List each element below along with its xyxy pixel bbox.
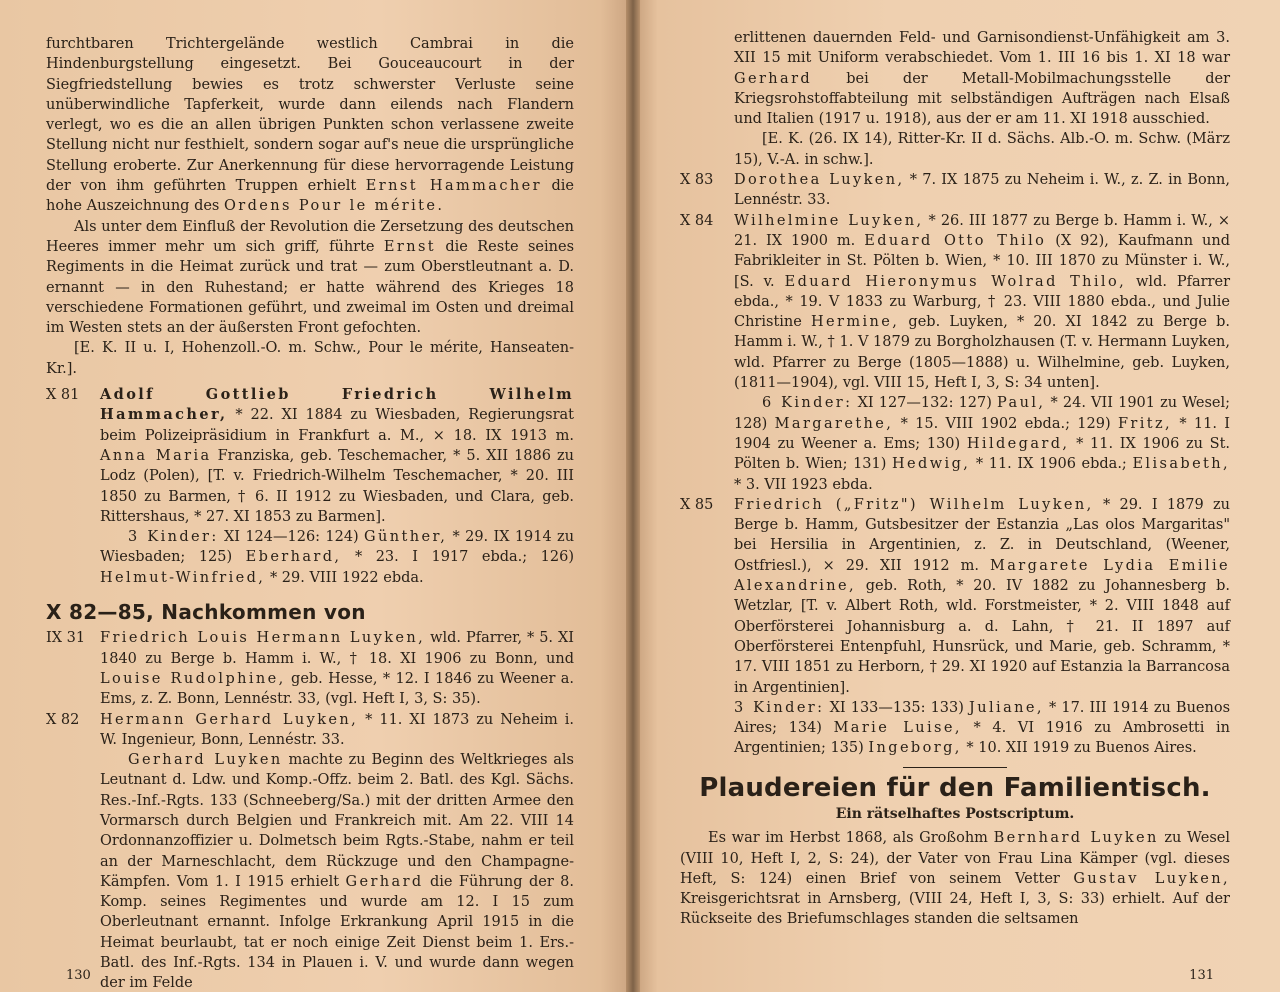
children-list: 3 Kinder: XI 124—126: 124) Günther, * 29. IX 1914 zu Wiesbaden; 125) Eberhard, * 23. I 1917 ebda.; 126) Helmut-Winfried, * 29. VIII 1922 ebda. [100,529,575,586]
decorations-note: [E. K. II u. I, Hohenzoll.-O. m. Schw., Pour le mérite, Hanseaten-Kr.]. [46,340,574,377]
entry-text: Friedrich Louis Hermann Luyken, wld. Pfarrer, * 5. XI 1840 zu Berge b. Hamm i. W., † 18. XI 1906 zu Bonn, und Louise Rudolphine, geb. Hesse, * 12. I 1846 zu Weener a. Ems, z. Z. Bonn, Lennéstr. 33, (vgl. Heft I, 3, S: 35). [100,630,575,708]
divider [903,767,1007,768]
genealogy-entry-x83: X 83 Dorothea Luyken, * 7. IX 1875 zu Neheim i. W., z. Z. in Bonn, Lennéstr. 33. [680,170,1230,211]
person-name: Ernst [383,238,437,255]
feature-title: Plaudereien für den Familientisch. [699,772,1211,803]
feature-subtitle: Ein rätselhaftes Postscriptum. [835,805,1075,822]
genealogy-entry-ix31 [46,628,574,709]
page-left [0,0,632,992]
person-name: Ernst Hammacher [365,178,542,195]
genealogy-entry-x81 [46,385,574,588]
children-list: 6 Kinder: XI 127—132: 127) Paul, * 24. VII 1901 zu Wesel; 128) Margarethe, * 15. VIII 1902 ebda.; 129) Fritz, * 11. I 1904 zu Weener a. Ems; 130) Hildegard, * 11. IX 1906 zu St. Pölten b. Wien; 131) Hedwig, * 11. IX 1906 ebda.; Elisabeth, * 3. VII 1923 ebda. [734,395,1231,493]
entry-text: Adolf Gottlieb Friedrich Wilhelm Hammacher, * 22. XI 1884 zu Wiesbaden, Regierungsrat beim Polizeipräsidium in Frankfurt a. M., × 18. IX 1913 m. Anna Maria Franziska, geb. Teschemacher, * 5. XII 1886 zu Lodz (Polen), [T. v. Friedrich-Wilhelm Teschemacher, * 20. III 1850 zu Barmen, † 6. II 1912 zu Wiesbaden, und Clara, geb. Rittershaus, * 27. XI 1853 zu Barmen]. [100,386,574,525]
entry-number: IX 31 [46,630,86,647]
person-name: Adolf Gottlieb Friedrich Wilhelm Hammacher, [100,386,574,424]
person-name: Dorothea Luyken, [734,172,905,189]
page-right [632,0,1280,992]
page-number: 131 [1189,967,1214,983]
genealogy-entry-x84: X 84 Wilhelmine Luyken, * 26. III 1877 zu Berge b. Hamm i. W., × 21. IX 1900 m. Eduard Otto Thilo (X 92), Kaufmann und Fabrikleiter in St. Pölten b. Wien, * 10. III 1870 zu Münster i. W., [S. v. Eduard Hieronymus Wolrad Thilo, wld. Pfarrer ebda., * 19. V 1833 zu Warburg, † 23. VIII 1880 ebda., und Julie Christine Hermine, geb. Luyken, * 20. XI 1842 zu Berge b. Hamm i. W., † 1. V 1879 zu Borgholzhausen (T. v. Hermann Luyken, wld. Pfarrer zu Berge (1805—1888) u. Wilhelmine, geb. Luyken, (1811—1904), vgl. VIII 15, Heft I, 3, S: 34 unten]. 6 Kinder: XI 127—132: 127) Paul, * 24. VII 1901 zu Wesel; 128) Margarethe, * 15. VIII 1902 ebda.; 129) Fritz, * 11. I 1904 zu Weener a. Ems; 130) Hildegard, * 11. IX 1906 zu St. Pölten b. Wien; 131) Hedwig, * 11. IX 1906 ebda.; Elisabeth, * 3. VII 1923 ebda. [680,211,1230,495]
feature-paragraph: Es war im Herbst 1868, als Großohm Bernhard Luyken zu Wesel (VIII 10, Heft I, 2, S: 24), der Vater von Frau Lina Kämper (vgl. dieses Heft, S: 124) einen Brief von seinem Vetter Gustav Luyken, Kreisgerichtsrat in Arnsberg, (VIII 24, Heft I, 3, S: 33) erhielt. Auf der Rückseite des Briefumschlages standen die seltsamen [680,830,1230,928]
children-list: 3 Kinder: XI 133—135: 133) Juliane, * 17. III 1914 zu Buenos Aires; 134) Marie Luise, * 4. VI 1916 zu Ambrosetti in Argentinien; 135) Ingeborg, * 10. XII 1919 zu Buenos Aires. [734,699,1231,757]
book-gutter [626,0,640,992]
spouse-name: Louise Rudolphine, [100,670,286,687]
person-name: Friedrich Louis Hermann Luyken, [100,630,426,647]
entry-text: Hermann Gerhard Luyken, * 11. XI 1873 zu Neheim i. W. Ingenieur, Bonn, Lennéstr. 33. [100,711,575,748]
genealogy-entry-x82 [46,710,574,992]
paragraph: Als unter dem Einfluß der Revolution die Zersetzung des deutschen Heeres immer mehr um sich griff, führte Ernst die Reste seines Regiments in die Heimat zurück und trat — zum Oberstleutnant a. D. ernannt — in den Ruhestand; er hatte während des Krieges 18 verschiedene Formationen geführt, und zweimal im Osten und dreimal im Westen stets an der äußersten Front gefochten. [46,218,575,337]
section-heading: X 82—85, Nachkommen von [46,600,366,625]
person-name: Friedrich („Fritz") Wilhelm Luyken, [734,496,1094,513]
order-name: Ordens Pour le mérite. [224,198,445,215]
person-name: Hermann Gerhard Luyken, [100,711,359,728]
paragraph: erlittenen dauernden Feld- und Garnisondienst-Unfähigkeit am 3. XII 15 mit Uniform verabschiedet. Vom 1. III 16 bis 1. XI 18 war Gerhard bei der Metall-Mobilmachungsstelle der Kriegsrohstoffabteilung mit selbständigen Aufträgen nach Elsaß und Italien (1917 u. 1918), aus der er am 11. XI 1918 ausschied. [734,30,1231,128]
entry-number: X 81 [46,387,80,404]
genealogy-entry-x85: X 85 Friedrich („Fritz") Wilhelm Luyken, * 29. I 1879 zu Berge b. Hamm, Gutsbesitzer der Estanzia „Las olos Margaritas" bei Hersilia in Argentinien, z. Z. in Deutschland, (Weener, Ostfriesl.), × 29. XII 1912 m. Margarete Lydia Emilie Alexandrine, geb. Roth, * 20. IV 1882 zu Johannesberg b. Wetzlar, [T. v. Albert Roth, wld. Forstmeister, * 2. VIII 1848 auf Oberförsterei Johannisburg a. d. Lahn, † 21. II 1897 auf Oberförsterei Entenpfuhl, Hunsrück, und Marie, geb. Schramm, * 17. VIII 1851 zu Herborn, † 29. XI 1920 auf Estanzia la Barrancosa in Argentinien]. 3 Kinder: XI 133—135: 133) Juliane, * 17. III 1914 zu Buenos Aires; 134) Marie Luise, * 4. VI 1916 zu Ambrosetti in Argentinien; 135) Ingeborg, * 10. XII 1919 zu Buenos Aires. [680,495,1230,759]
entry-number: X 83 [680,172,714,189]
spouse-name: Anna Maria [100,447,212,464]
entry-number: X 84 [680,212,714,229]
paragraph: Gerhard Luyken machte zu Beginn des Weltkrieges als Leutnant d. Ldw. und Komp.-Offz. beim 2. Batl. des Kgl. Sächs. Res.-Inf.-Rgts. 133 (Schneeberg/Sa.) mit der dritten Armee den Vormarsch durch Belgien und Frankreich mit. Am 22. VIII 14 Ordonnanzoffizier u. Dolmetsch beim Rgts.-Stabe, nahm er teil an der Marneschlacht, dem Rückzuge und den Champagne-Kämpfen. Vom 1. I 1915 erhielt Gerhard die Führung der 8. Komp. seines Regimentes und wurde am 12. I 15 zum Oberleutnant ernannt. Infolge Erkrankung April 1915 in die Heimat beurlaubt, tat er noch einige Zeit Dienst beim 1. Ers.-Batl. des Inf.-Rgts. 134 in Plauen i. V. und wurde dann wegen der im Felde [100,752,575,992]
page-number: 130 [66,967,91,983]
paragraph: furchtbaren Trichtergelände westlich Cambrai in die Hindenburgstellung eingesetzt. Bei Gouceaucourt in der Siegfriedstellung bewies es trotz schwerster Verluste seine unüberwindliche Tapferkeit, wurde dann eilends nach Flandern verlegt, wo es die an allen übrigen Punkten schon verlassene zweite Stellung nicht nur festhielt, sondern sogar auf's neue die ursprüngliche Stellung eroberte. Zur Anerkennung für diese hervorragende Leistung der von ihm geführten Truppen erhielt Ernst Hammacher die hohe Auszeichnung des Ordens Pour le mérite. [46,36,574,215]
decorations-note: [E. K. (26. IX 14), Ritter-Kr. II d. Sächs. Alb.-O. m. Schw. (März 15), V.-A. in schw.]. [734,131,1230,168]
person-name: Wilhelmine Luyken, [734,212,924,229]
entry-number: X 82 [46,711,80,728]
entry-number: X 85 [680,496,714,513]
